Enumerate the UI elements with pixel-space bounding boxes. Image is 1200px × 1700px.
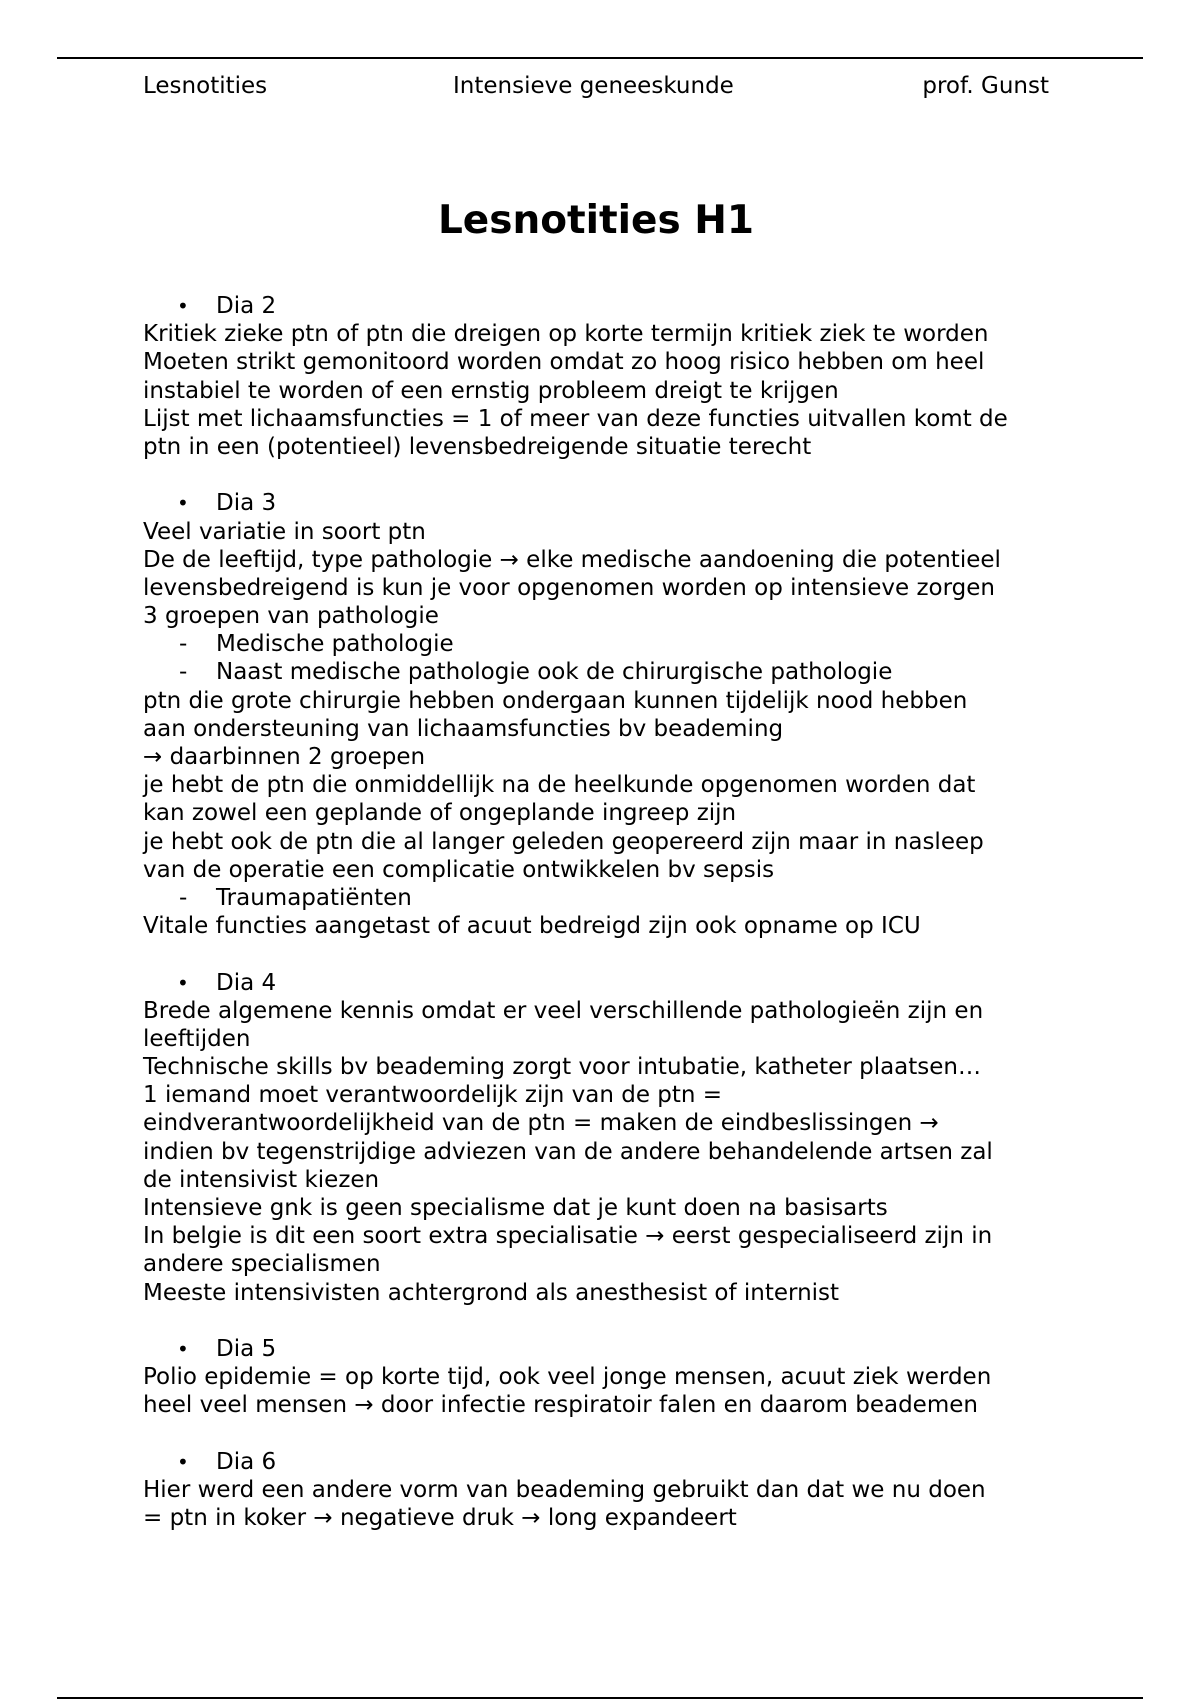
paragraph-line: Kritiek zieke ptn of ptn die dreigen op korte termijn kritiek ziek te worden [143, 321, 989, 348]
paragraph-line: ptn die grote chirurgie hebben ondergaan kunnen tijdelijk nood hebben [143, 687, 968, 714]
paragraph-line: indien bv tegenstrijdige adviezen van de andere behandelende artsen zal [143, 1138, 993, 1165]
header-left: Lesnotities [143, 73, 268, 99]
dash-list-item: - Medische pathologie [179, 631, 454, 658]
dash-icon: - [179, 631, 188, 658]
section-heading: • Dia 3 [177, 490, 277, 517]
spacer [143, 1420, 1073, 1448]
paragraph-line: Moeten strikt gemonitoord worden omdat zo hoog risico hebben om heel [143, 349, 985, 376]
paragraph-line: Technische skills bv beademing zorgt voor intubatie, katheter plaatsen… [143, 1054, 981, 1081]
paragraph-line: ptn in een (potentieel) levensbedreigende situatie terecht [143, 433, 812, 460]
paragraph-line: levensbedreigend is kun je voor opgenomen worden op intensieve zorgen [143, 574, 995, 601]
paragraph-line: Intensieve gnk is geen specialisme dat je kunt doen na basisarts [143, 1195, 888, 1221]
paragraph-line: Hier werd een andere vorm van beademing gebruikt dan dat we nu doen [143, 1476, 986, 1503]
bullet-icon: • [177, 1449, 189, 1474]
paragraph-line: leeftijden [143, 1025, 251, 1052]
section-heading: • Dia 6 [177, 1448, 277, 1475]
paragraph-line: Vitale functies aangetast of acuut bedreigd zijn ook opname op ICU [143, 913, 921, 940]
paragraph-line: van de operatie een complicatie ontwikkelen bv sepsis [143, 856, 775, 883]
paragraph-line: de intensivist kiezen [143, 1166, 380, 1193]
bullet-icon: • [177, 970, 189, 995]
paragraph-line: kan zowel een geplande of ongeplande ingreep zijn [143, 800, 737, 827]
dash-list-item: - Traumapatiënten [179, 884, 412, 911]
spacer [143, 1307, 1073, 1335]
paragraph-line: = ptn in koker → negatieve druk → long expandeert [143, 1505, 737, 1532]
section-heading: • Dia 4 [177, 969, 277, 996]
paragraph-line: 1 iemand moet verantwoordelijk zijn van de ptn = [143, 1082, 723, 1109]
paragraph-line: De de leeftijd, type pathologie → elke medische aandoening die potentieel [143, 546, 1001, 573]
section-heading: • Dia 2 [177, 293, 277, 319]
paragraph-line: Veel variatie in soort ptn [143, 518, 426, 545]
paragraph-line: In belgie is dit een soort extra specialisatie → eerst gespecialiseerd zijn in [143, 1223, 993, 1250]
header-rule [57, 57, 1143, 59]
spacer [143, 461, 1073, 489]
paragraph-line: je hebt de ptn die onmiddellijk na de heelkunde opgenomen worden dat [143, 772, 976, 799]
dash-icon: - [179, 884, 188, 911]
paragraph-line: Meeste intensivisten achtergrond als anesthesist of internist [143, 1279, 840, 1306]
dash-icon: - [179, 659, 188, 686]
footer-rule [57, 1697, 1143, 1699]
bullet-icon: • [177, 1336, 189, 1361]
paragraph-line: 3 groepen van pathologie [143, 603, 439, 630]
section-heading: • Dia 5 [177, 1335, 277, 1362]
paragraph-line: heel veel mensen → door infectie respiratoir falen en daarom beademen [143, 1392, 978, 1419]
paragraph-line: je hebt ook de ptn die al langer geleden geopereerd zijn maar in nasleep [143, 828, 984, 855]
paragraph-line: aan ondersteuning van lichaamsfuncties bv beademing [143, 715, 784, 742]
header-center: Intensieve geneeskunde [453, 73, 734, 99]
header-right: prof. Gunst [922, 73, 1049, 99]
paragraph-line: eindverantwoordelijkheid van de ptn = maken de eindbeslissingen → [143, 1110, 939, 1137]
document-body [143, 292, 1073, 1532]
bullet-icon: • [177, 294, 189, 318]
page-header [143, 70, 1049, 102]
paragraph-line: Lijst met lichaamsfuncties = 1 of meer van deze functies uitvallen komt de [143, 405, 1008, 432]
bullet-icon: • [177, 491, 189, 516]
paragraph-line: instabiel te worden of een ernstig probleem dreigt te krijgen [143, 377, 839, 404]
paragraph-line: andere specialismen [143, 1251, 381, 1278]
paragraph-line: Brede algemene kennis omdat er veel verschillende pathologieën zijn en [143, 997, 984, 1024]
paragraph-line: Polio epidemie = op korte tijd, ook veel jonge mensen, acuut ziek werden [143, 1364, 992, 1391]
page-title: Lesnotities H1 [437, 198, 755, 243]
spacer [143, 940, 1073, 968]
dash-list-item: - Naast medische pathologie ook de chirurgische pathologie [179, 659, 893, 686]
paragraph-line: → daarbinnen 2 groepen [143, 744, 426, 770]
